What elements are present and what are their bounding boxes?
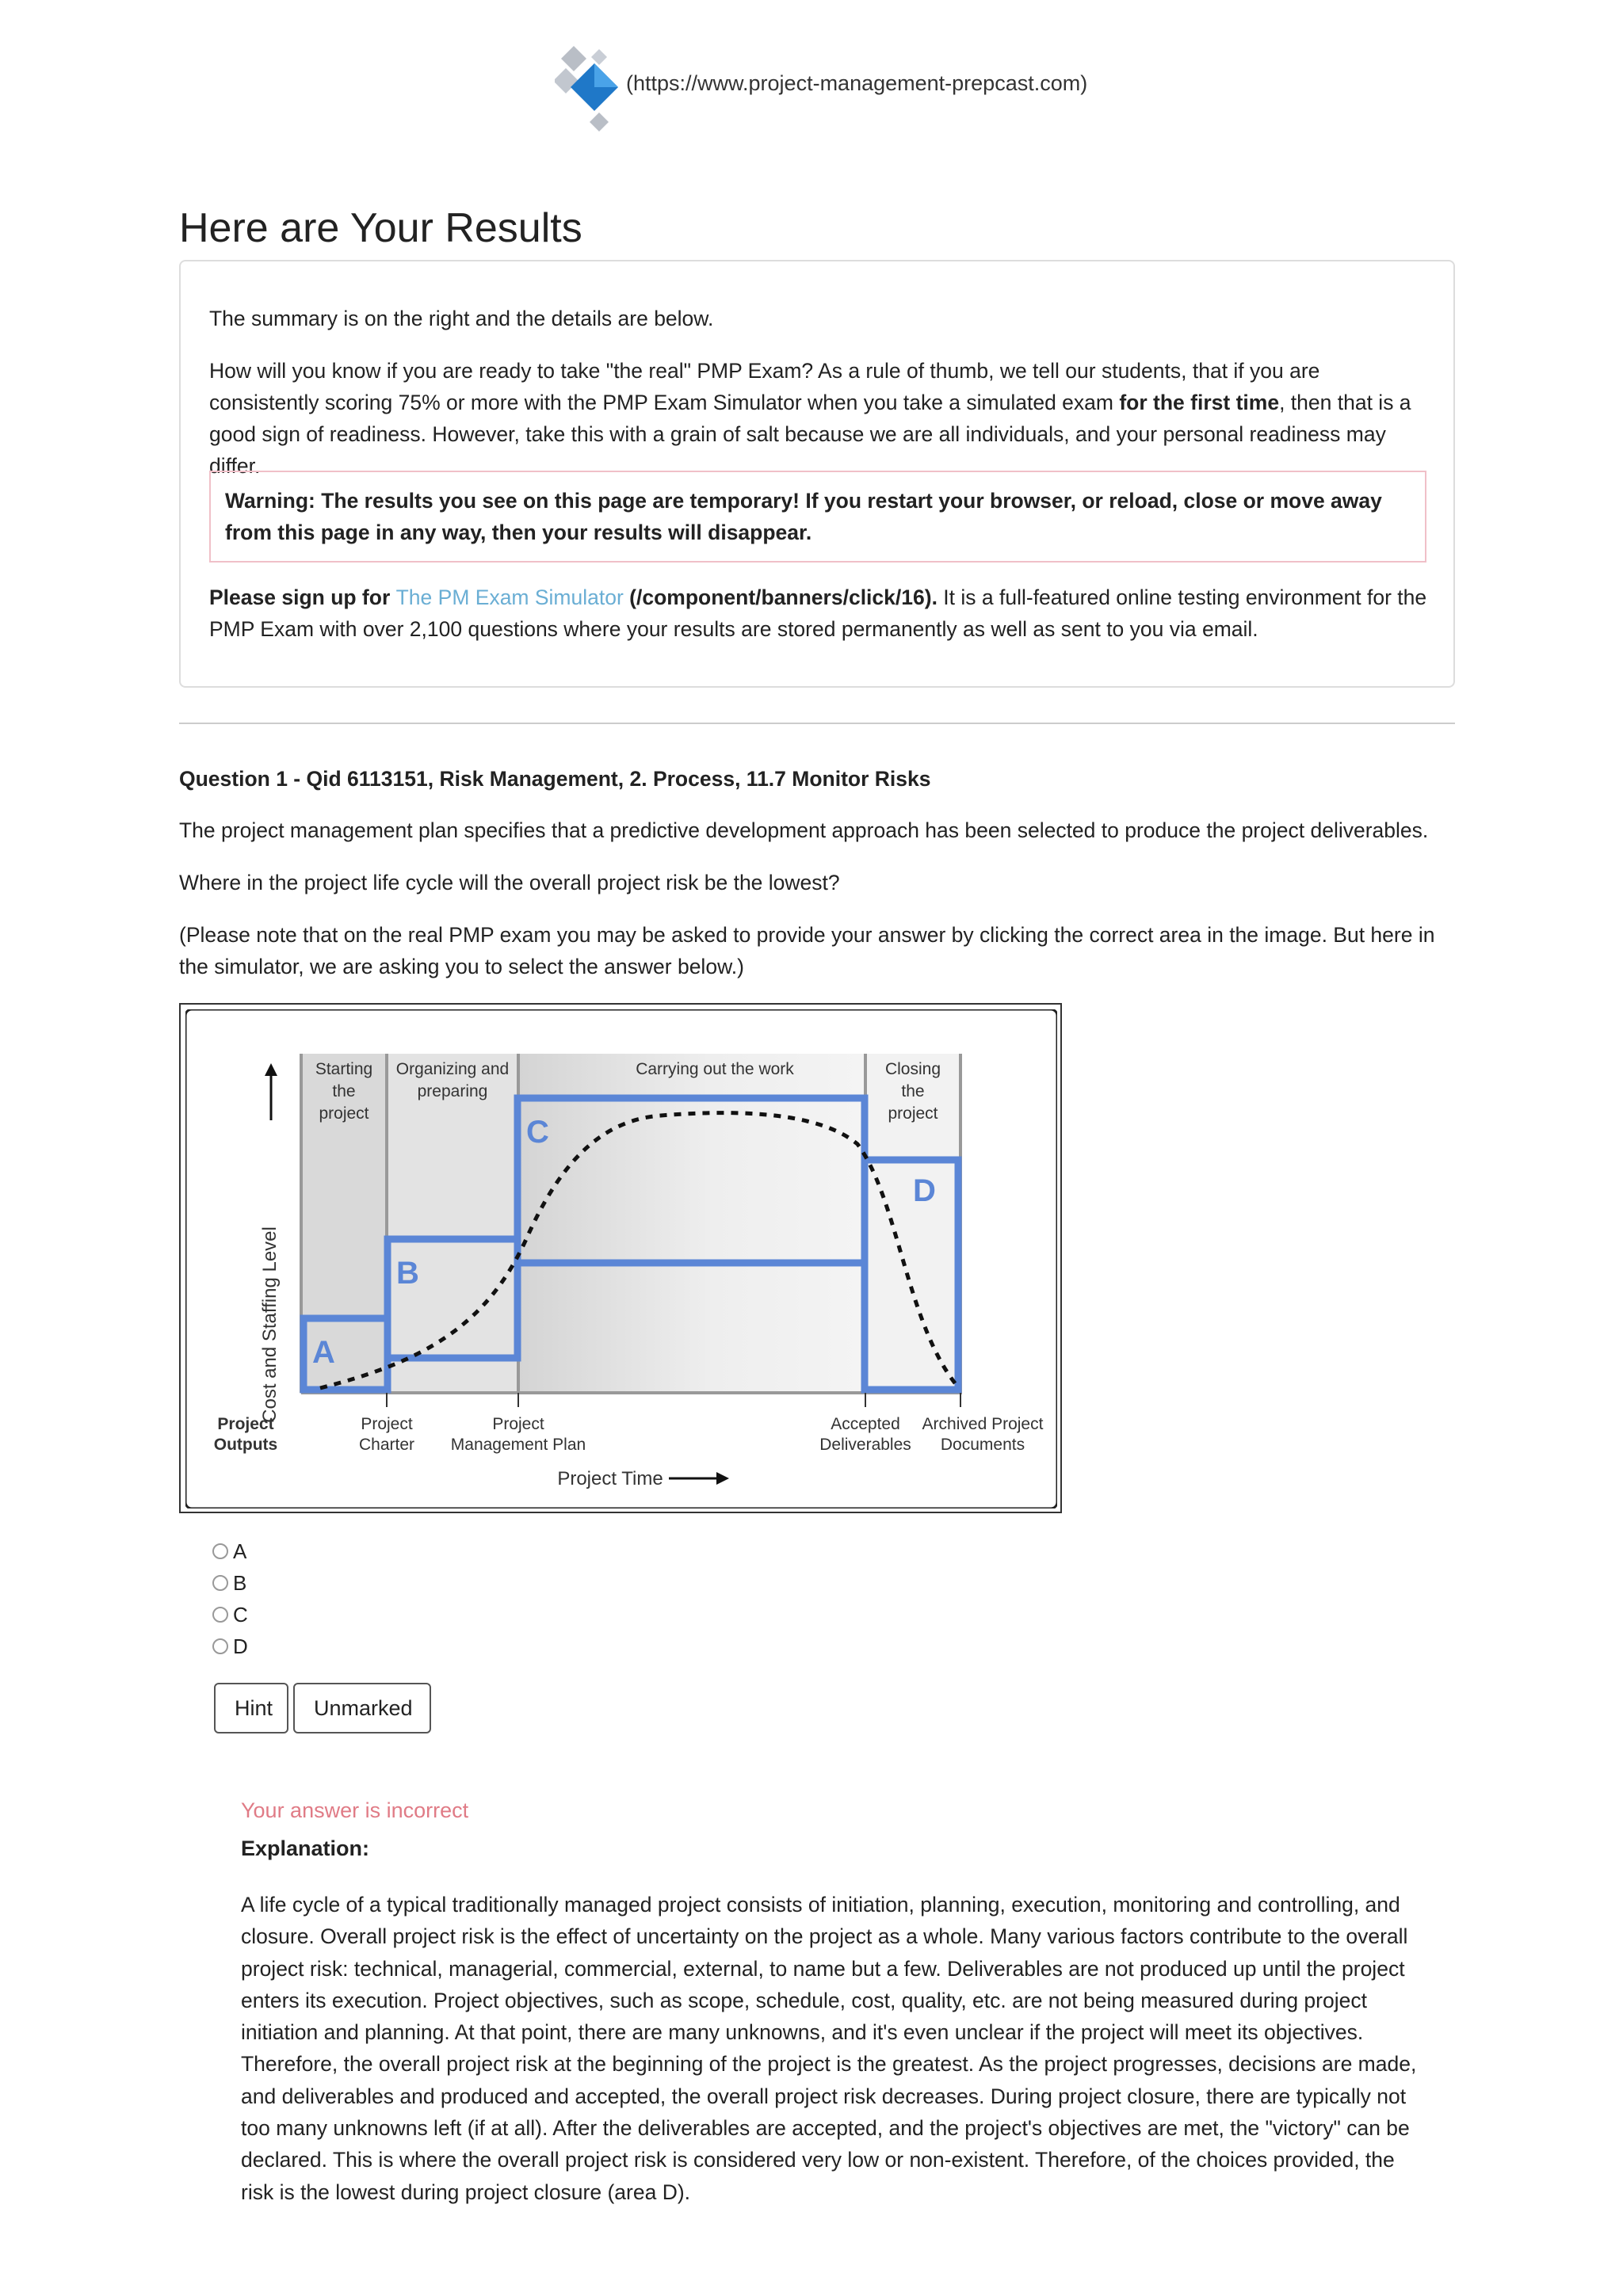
outputs-label-1: Project [217,1415,274,1433]
explanation-text: A life cycle of a typical traditionally managed project consists of initiation, planning, execution, monitoring and controlling, and closure. Overall project risk is the effect of uncertainty on the project as a whole. Many various factors contribute to the overall project risk: technical, managerial, commercial, external, to name but a few. Deliverables are not produced up until the project enters its execution. Project objectives, such as scope, schedule, cost, quality, etc. are not being measured during project initiation and planning. At that point, there are many unknowns, and it's even unclear if the project will meet its objectives. Therefore, the overall project risk at the beginning of the project is the greatest. As the project progresses, decisions are made, and deliverables and produced and accepted, the overall project risk decreases. During project closure, there are typically not too many unknowns left (if at all). After the deliverables are accepted, and the project's objectives are met, the "victory" can be declared. This is where the overall project risk is considered very low or non-existent. Therefore, of the choices provided, the risk is the lowest during project closure (area D). [241,1893,1417,2204]
option-a[interactable] [212,1535,248,1567]
phase-organizing-1: Organizing and [395,1060,510,1078]
radio-c[interactable] [212,1607,228,1623]
readiness-paragraph [209,355,1430,482]
explanation-label: Explanation: [241,1836,370,1860]
milestone-documents-1: Archived Project [922,1415,1044,1433]
lifecycle-chart-svg [185,1009,1057,1508]
answer-status: Your answer is incorrect [241,1798,469,1822]
hint-button[interactable]: Hint [214,1683,288,1733]
area-d-label: D [913,1173,936,1208]
milestone-charter-1: Project [361,1415,413,1433]
diamond-logo-icon[interactable] [555,44,623,132]
phase-starting-1: Starting [315,1060,373,1078]
y-axis-label: Cost and Staffing Level [259,1226,281,1423]
section-divider [179,723,1455,724]
x-axis-label: Project Time [557,1468,663,1489]
milestone-pm-plan-1: Project [492,1415,544,1433]
area-b-label: B [396,1256,419,1291]
phase-carrying: Carrying out the work [636,1060,794,1078]
phase-bg-organizing [387,1054,518,1393]
area-a-label: A [312,1335,335,1370]
simulator-link[interactable]: The PM Exam Simulator [395,585,624,609]
warning-box [209,471,1426,563]
summary-intro: The summary is on the right and the details are below. [209,307,714,330]
summary-box [179,260,1455,688]
option-a-label: A [233,1539,247,1563]
phase-closing-1: Closing [884,1060,941,1078]
option-b[interactable] [212,1567,248,1599]
option-c-label: C [233,1602,248,1627]
milestone-charter-2: Charter [358,1436,415,1454]
question-header: Question 1 - Qid 6113151, Risk Management, 2. Process, 11.7 Monitor Risks [179,767,931,791]
radio-a[interactable] [212,1543,228,1559]
milestone-pm-plan-2: Management Plan [450,1436,586,1454]
option-d[interactable] [212,1630,248,1662]
question-text-1: The project management plan specifies that a predictive development approach has been selected to produce the project deliverables. [179,818,1429,842]
unmarked-button[interactable]: Unmarked [293,1683,431,1733]
answer-options [212,1535,248,1662]
readiness-text-2: , then that is a good sign of readiness. However, take this with a grain of salt because we are all individuals, and your personal readiness may differ. [209,391,1411,478]
phase-closing-2: the [901,1082,925,1100]
option-b-label: B [233,1570,247,1595]
warning-text: Warning: The results you see on this page are temporary! If you restart your browser, or reload, close or move away from this page in any way, then your results will disappear. [225,489,1382,544]
signup-rest: It is a full-featured online testing environment for the PMP Exam with over 2,100 questions where your results are stored permanently as well as sent to you via email. [209,585,1427,641]
readiness-text-1: How will you know if you are ready to take "the real" PMP Exam? As a rule of thumb, we tell our students, that if you are consistently scoring 75% or more with the PMP Exam Simulator when you take a simulated exam [209,359,1320,414]
signup-paragraph [209,582,1436,645]
phase-organizing-2: preparing [417,1082,488,1100]
phase-closing-3: project [888,1104,938,1123]
milestone-deliverables-1: Accepted [831,1415,900,1433]
phase-starting-2: the [332,1082,356,1100]
readiness-bold: for the first time [1119,391,1280,414]
question-note: (Please note that on the real PMP exam you may be asked to provide your answer by clicking the correct area in the image. But here in the simulator, we are asking you to select the answer below.) [179,923,1435,978]
signup-prefix: Please sign up for [209,585,396,609]
phase-starting-3: project [319,1104,369,1123]
question-text-2: Where in the project life cycle will the overall project risk be the lowest? [179,871,840,894]
milestone-deliverables-2: Deliverables [819,1436,911,1454]
radio-d[interactable] [212,1638,228,1654]
radio-b[interactable] [212,1575,228,1591]
outputs-label-2: Outputs [213,1436,278,1454]
phase-bg-carrying [518,1054,865,1393]
site-url[interactable]: (https://www.project-management-prepcast.com) [626,71,1088,95]
area-c-label: C [526,1115,549,1150]
option-d-label: D [233,1634,248,1658]
signup-path: (/component/banners/click/16). [623,585,938,609]
milestone-documents-2: Documents [940,1436,1025,1454]
page-title: Here are Your Results [179,205,582,251]
option-c[interactable] [212,1599,248,1630]
project-lifecycle-image [179,1003,1062,1513]
site-header [555,44,1109,132]
